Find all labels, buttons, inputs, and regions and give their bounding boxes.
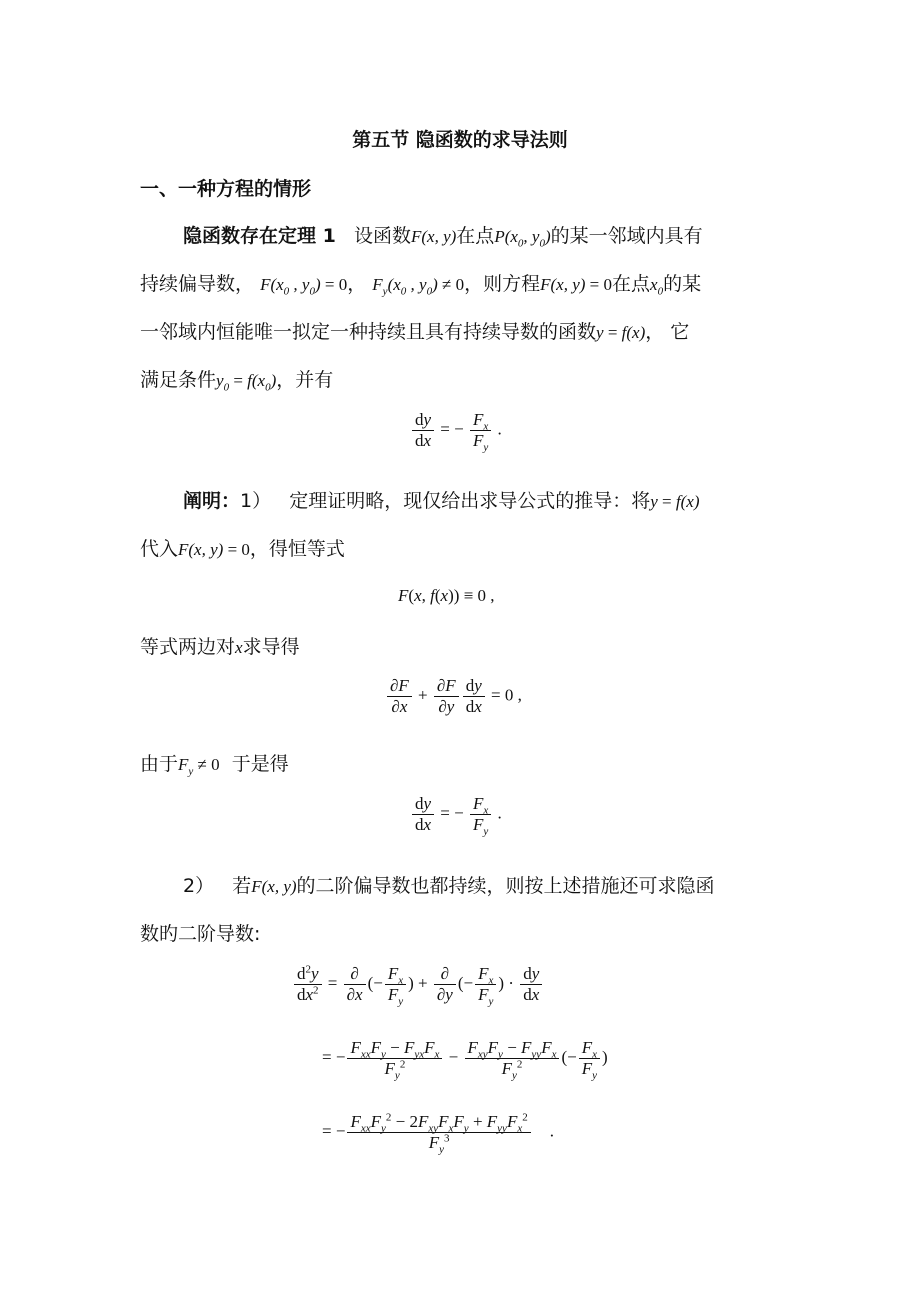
text: 数旳二阶导数: [140,923,261,945]
math-Fxy-3: F(x, y) [251,877,297,896]
explain-line-4 [140,752,780,777]
explain-line-6 [140,922,780,946]
text: 于是得 [231,753,289,775]
text: ，得恒等式 [249,538,345,560]
theorem-line-2 [140,272,780,297]
math-eq-2: F(x, y) = 0 [178,540,250,559]
text: 2） [183,875,215,897]
theorem-line-1 [183,224,780,249]
explain-line-1 [183,489,780,514]
text: 的二阶偏导数也都持续，则按上述措施还可求隐函 [296,875,715,897]
explain-line-2 [140,537,780,562]
text: 一邻域内恒能唯一拟定一种持续且具有持续导数的函数 [140,321,597,343]
formula-derivative-2: $\frac{dy}{dx}$ = − $\frac{F_x}{F_y}$ . [410,794,502,835]
text: 若 [232,875,252,897]
text: ，则方程 [464,273,541,295]
text: 在点 [456,225,495,247]
math-cond2: $F_y(x_0$ , $y_0) \ne 0$ [372,275,465,298]
math-yfx: y = f(x) [596,323,646,342]
formula-derivative-1: $\frac{dy}{dx}$ = − $\frac{F_x}{F_y}$ . [410,410,502,451]
math-x0: $x_0$ [650,275,664,298]
theorem-label: 隐函数存在定理 1 [183,225,336,247]
text: 1） [240,490,272,512]
explain-line-5 [183,874,780,899]
formula-second-derivative-1: $\frac{d^2y}{dx^2}$ = $\frac{\partial}{\partial x}$ (− $\frac{F_x}{F_y}$ ) + $\frac{\partial}{\partial y}$ (− $\frac{F_x}{F_y}$ ) · $\frac{dy}{dx}$ [292,964,544,1005]
math-cond1: $F(x_0$ , $y_0) = 0$ [260,275,348,298]
text: 定理证明略，现仅给出求导公式的推导：将 [289,490,651,512]
math-Fy-neq-0: $F_y \ne 0$ [178,755,220,778]
explain-line-3 [140,635,780,660]
text: ， [347,273,367,295]
page-title: 第五节 隐函数的求导法则 [352,129,568,151]
theorem-line-4 [140,368,780,393]
math-y0: $y_0 = f(x_0)$ [216,371,277,394]
text: 的某一邻域内具有 [550,225,703,247]
text: 代入 [140,538,179,560]
math-point: $P(x_0$, $y_0$) [494,227,551,250]
text: ，并有 [276,369,334,391]
section-heading: 一、一种方程的情形 [140,178,312,200]
text: 在点 [612,273,651,295]
text: 持续偏导数， [140,273,255,295]
theorem-line-3 [140,320,780,345]
text: 设函数 [353,225,411,247]
explain-label: 阐明： [183,490,241,512]
math-x: x [235,638,243,657]
text: 求导得 [242,636,300,658]
formula-second-derivative-2: = − $\frac{F_{xx}F_y - F_{yx}F_x}{F_y^2}$ − $\frac{F_{xy}F_y - F_{yy}F_x}{F_y^2}$ (− $\frac{F_x}{F_y}$ ) [322,1038,608,1082]
math-yfx-2: y = f(x) [650,492,700,511]
text: ， 它 [645,321,690,343]
math-eq: F(x, y) = 0 [540,275,613,294]
math-Fxy: F(x, y) [410,227,457,246]
text: 等式两边对 [140,636,236,658]
formula-second-derivative-3: = − $\frac{F_{xx}F_y^2 - 2F_{xy}F_xF_y + F_{yy}F_x^2}{F_y^3}$ . [322,1111,554,1156]
formula-partial-sum: $\frac{\partial F}{\partial x}$ + $\frac{\partial F}{\partial y}$ $\frac{dy}{dx}$ = 0 , [385,676,522,717]
formula-identity: F(x, f(x)) ≡ 0 , [398,586,495,605]
text: 满足条件 [140,369,217,391]
text: 由于 [140,753,179,775]
text: 的某 [663,273,702,295]
